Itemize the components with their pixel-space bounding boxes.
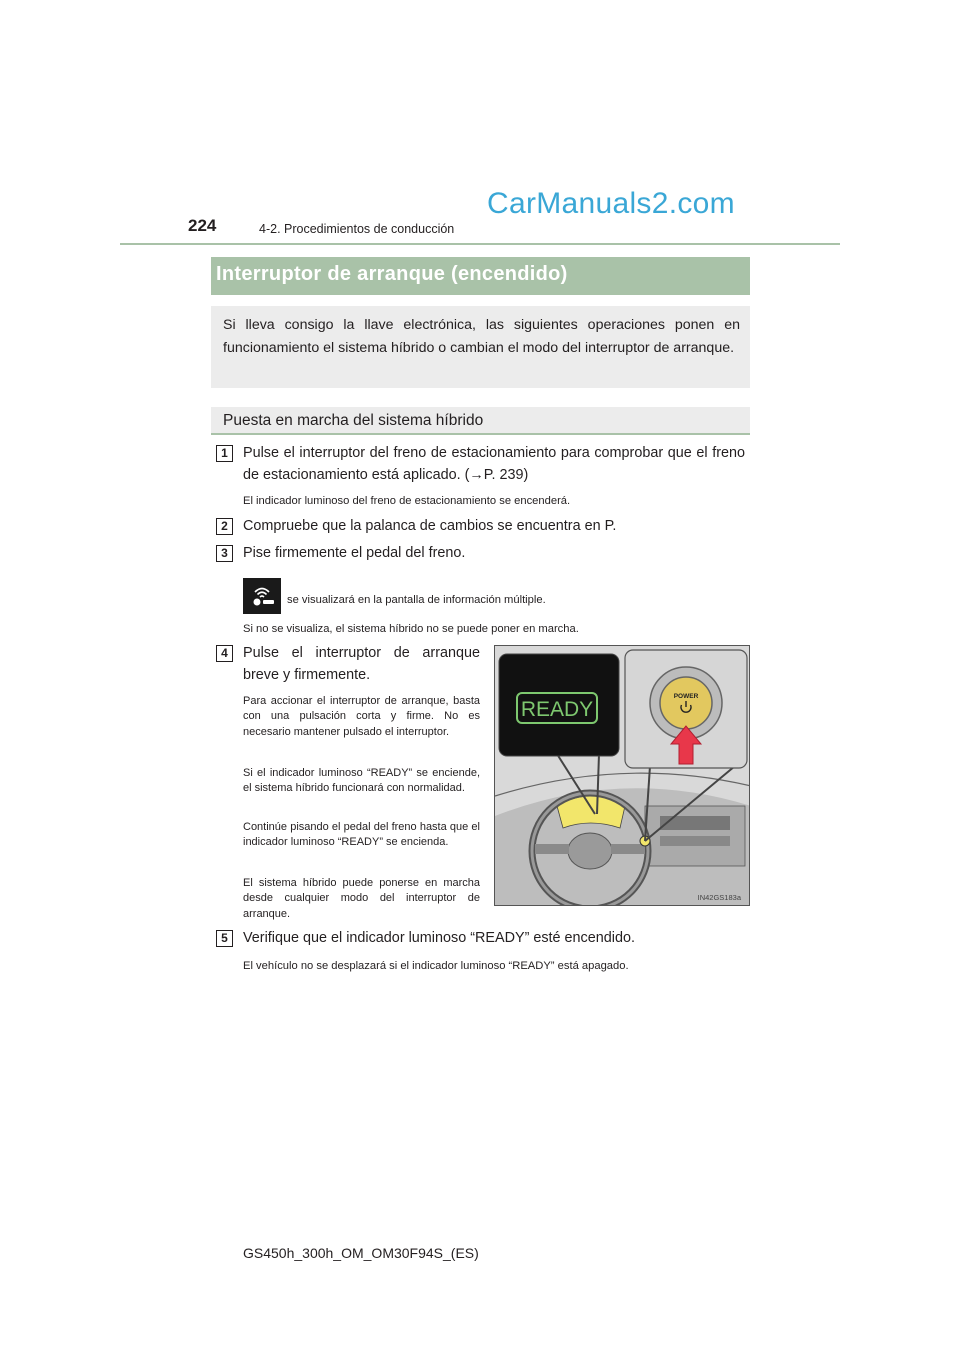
step-4-note-1: Para accionar el interruptor de arranque, basta con una pulsación corta y firme. No es necesario mantener pulsado el interruptor.: [243, 695, 480, 738]
step-1-text: Pulse el interruptor del freno de estacionamiento para comprobar que el freno de estacionamiento está aplicado. (→P. 239): [243, 445, 745, 483]
ready-indicator-label: READY: [520, 698, 594, 721]
key-indicator-icon: [243, 578, 281, 614]
step-number-5: 5: [216, 930, 233, 947]
subsection-title: Puesta en marcha del sistema híbrido: [223, 412, 484, 429]
section-title-bar: [211, 257, 750, 295]
header-divider: [120, 243, 840, 245]
footer-code: GS450h_300h_OM_OM30F94S_(ES): [243, 1245, 479, 1261]
intro-box: Si lleva consigo la llave electrónica, las siguientes operaciones ponen en funcionamiento el sistema híbrido o cambian el modo del interruptor de arranque.: [211, 306, 750, 388]
step-5-note: El vehículo no se desplazará si el indicador luminoso “READY” está apagado.: [243, 960, 629, 972]
step-number-3: 3: [216, 545, 233, 562]
step-4-note-3: Continúe pisando el pedal del freno hasta que el indicador luminoso “READY” se encienda.: [243, 821, 480, 849]
step-5-text: Verifique que el indicador luminoso “READY” esté encendido.: [243, 930, 635, 946]
page-number: 224: [188, 216, 217, 235]
step-4-note-2: Si el indicador luminoso “READY” se enciende, el sistema híbrido funcionará con normalidad.: [243, 767, 480, 795]
section-title: Interruptor de arranque (encendido): [216, 263, 568, 285]
subsection-header: [211, 407, 750, 435]
step-1-note: El indicador luminoso del freno de estacionamiento se encenderá.: [243, 495, 571, 507]
dashboard-illustration: [494, 645, 750, 906]
step-4-note-4: El sistema híbrido puede ponerse en marcha desde cualquier modo del interruptor de arranque.: [243, 877, 480, 920]
step-4-text: Pulse el interruptor de arranque breve y firmemente.: [243, 645, 480, 683]
step-number-1: 1: [216, 445, 233, 462]
step-3-text: Pise firmemente el pedal del freno.: [243, 545, 466, 561]
step-3-note: Si no se visualiza, el sistema híbrido no se puede poner en marcha.: [243, 623, 579, 635]
figure-code: IN42GS183a: [697, 893, 741, 902]
step-number-4: 4: [216, 645, 233, 662]
step-3-icon-note: se visualizará en la pantalla de información múltiple.: [287, 594, 546, 606]
watermark: CarManuals2.com: [487, 187, 735, 220]
section-reference: 4-2. Procedimientos de conducción: [259, 222, 455, 236]
power-button-label: POWER: [673, 693, 699, 700]
step-2-text: Compruebe que la palanca de cambios se encuentra en P.: [243, 518, 617, 534]
step-number-2: 2: [216, 518, 233, 535]
